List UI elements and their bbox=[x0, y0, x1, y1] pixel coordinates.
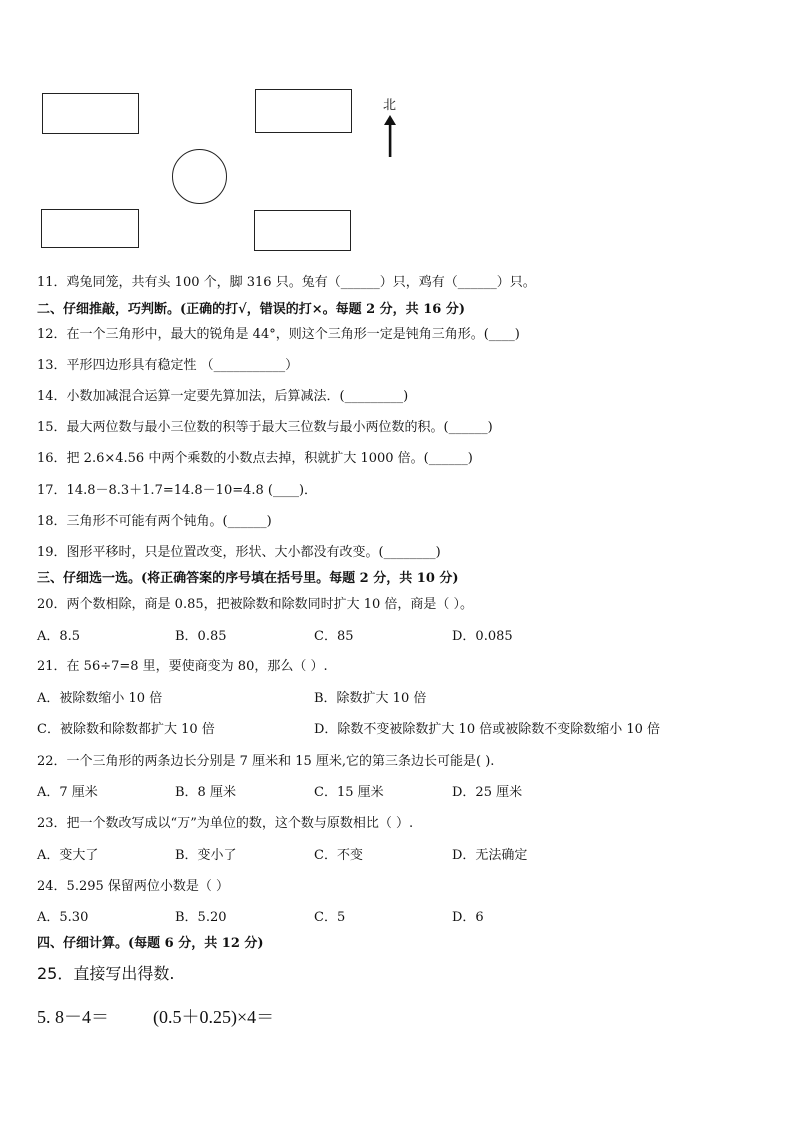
diagram-box-bottom-left bbox=[41, 209, 139, 248]
question-20: 20．两个数相除，商是 0.85，把被除数和除数同时扩大 10 倍，商是（ ）。 bbox=[37, 597, 474, 612]
section-4-heading: 四、仔细计算。(每题 6 分，共 12 分) bbox=[37, 936, 264, 951]
question-14: 14．小数加减混合运算一定要先算加法，后算减法．(_________) bbox=[37, 389, 409, 404]
diagram-box-bottom-right bbox=[254, 210, 351, 251]
question-17: 17．14.8－8.3＋1.7=14.8－10=4.8 (____)． bbox=[37, 483, 318, 498]
q20-option-c: C．85 bbox=[314, 629, 354, 644]
q21-option-c: C．被除数和除数都扩大 10 倍 bbox=[37, 722, 215, 737]
q20-option-b: B．0.85 bbox=[175, 629, 227, 644]
q22-option-c: C．15 厘米 bbox=[314, 785, 384, 800]
question-25: 25．直接写出得数. bbox=[37, 964, 175, 983]
q24-option-a: A．5.30 bbox=[37, 910, 89, 925]
q20-option-d: D．0.085 bbox=[452, 629, 513, 644]
q22-option-b: B．8 厘米 bbox=[175, 785, 236, 800]
question-22: 22．一个三角形的两条边长分别是 7 厘米和 15 厘米,它的第三条边长可能是( ). bbox=[37, 754, 495, 769]
q24-option-d: D．6 bbox=[452, 910, 484, 925]
calc-item-2: (0.5＋0.25)×4＝ bbox=[153, 1007, 275, 1027]
question-19: 19．图形平移时，只是位置改变，形状、大小都没有改变。(________) bbox=[37, 545, 441, 560]
section-3-heading: 三、仔细选一选。(将正确答案的序号填在括号里。每题 2 分，共 10 分) bbox=[37, 571, 459, 586]
q23-option-d: D．无法确定 bbox=[452, 848, 528, 863]
q20-option-a: A．8.5 bbox=[37, 629, 81, 644]
question-21: 21．在 56÷7=8 里，要使商变为 80，那么（ ）. bbox=[37, 659, 328, 674]
q21-option-d: D．除数不变被除数扩大 10 倍或被除数不变除数缩小 10 倍 bbox=[314, 722, 661, 737]
north-arrow-icon bbox=[383, 115, 397, 157]
question-16: 16．把 2.6×4.56 中两个乘数的小数点去掉，积就扩大 1000 倍。(______) bbox=[37, 451, 473, 466]
section-2-heading: 二、仔细推敲，巧判断。(正确的打√，错误的打×。每题 2 分，共 16 分) bbox=[37, 302, 465, 317]
diagram-box-top-right bbox=[255, 89, 352, 133]
q21-option-b: B．除数扩大 10 倍 bbox=[314, 691, 427, 706]
q22-option-d: D．25 厘米 bbox=[452, 785, 523, 800]
calc-item-1: 5. 8－4＝ bbox=[37, 1007, 109, 1027]
diagram-box-top-left bbox=[42, 93, 139, 134]
north-label: 北 bbox=[383, 98, 397, 113]
q21-option-a: A．被除数缩小 10 倍 bbox=[37, 691, 163, 706]
question-15: 15．最大两位数与最小三位数的积等于最大三位数与最小两位数的积。(______) bbox=[37, 420, 493, 435]
q23-option-c: C．不变 bbox=[314, 848, 363, 863]
question-13: 13．平形四边形具有稳定性 （___________） bbox=[37, 358, 299, 373]
question-18: 18．三角形不可能有两个钝角。(______) bbox=[37, 514, 272, 529]
question-24: 24．5.295 保留两位小数是（ ） bbox=[37, 879, 230, 894]
diagram-circle bbox=[172, 149, 227, 204]
q23-option-a: A．变大了 bbox=[37, 848, 99, 863]
q24-option-c: C．5 bbox=[314, 910, 346, 925]
q22-option-a: A．7 厘米 bbox=[37, 785, 98, 800]
question-12: 12．在一个三角形中，最大的锐角是 44°，则这个三角形一定是钝角三角形。(____) bbox=[37, 327, 520, 342]
question-11: 11．鸡兔同笼，共有头 100 个，脚 316 只。兔有（______）只，鸡有（______）只。 bbox=[37, 275, 536, 290]
q24-option-b: B．5.20 bbox=[175, 910, 227, 925]
question-23: 23．把一个数改写成以“万”为单位的数，这个数与原数相比（ ）. bbox=[37, 816, 414, 831]
q23-option-b: B．变小了 bbox=[175, 848, 237, 863]
